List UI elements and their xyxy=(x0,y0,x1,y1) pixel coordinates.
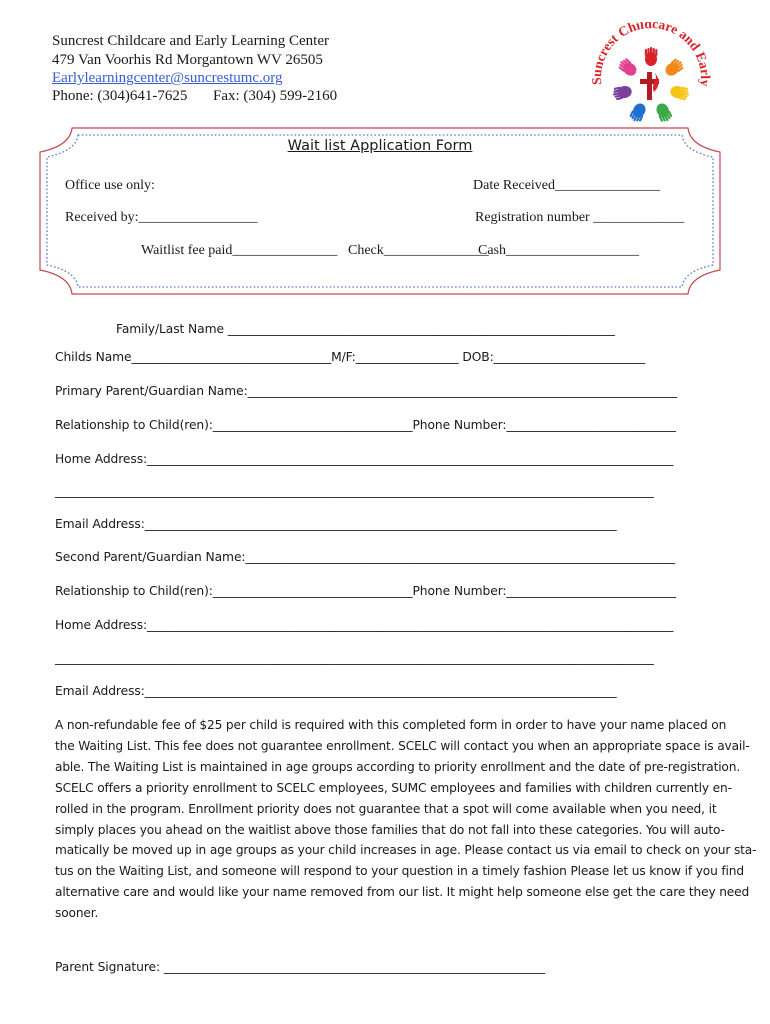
waitlist-fee-field[interactable]: Waitlist fee paid_______________ xyxy=(141,243,338,258)
org-fax: Fax: (304) 599-2160 xyxy=(213,88,338,104)
policy-line: alternative care and would like your name removed from our list. It might help someone else get the care they need xyxy=(55,885,750,900)
policy-line: able. The Waiting List is maintained in age groups according to priority enrollment and the date of pre-registration. xyxy=(55,759,741,774)
email-address-field-1[interactable]: Email Address:______________________________________________________________________________ xyxy=(55,517,617,531)
form-title: Wait list Application Form xyxy=(287,138,473,154)
policy-line: the Waiting List. This fee does not guarantee enrollment. SCELC will contact you when an appropriate space is avail- xyxy=(55,738,750,753)
address-line-2-field-1[interactable]: ___________________________________________________________________________________________________ xyxy=(55,484,654,498)
received-by-field[interactable]: Received by:_________________ xyxy=(65,210,258,225)
handprint-icon xyxy=(645,47,658,66)
policy-line: simply places you ahead on the waitlist above those families that do not fall into these categories. You will auto- xyxy=(55,822,725,837)
check-field[interactable]: Check_______________ xyxy=(348,243,489,258)
relationship-phone-field-2[interactable]: Relationship to Child(ren):_________________________________Phone Number:____________________________ xyxy=(55,584,676,598)
policy-line: tus on the Waiting List, and someone will respond to your question in a timely fashion Please let us know if you find xyxy=(55,864,744,879)
policy-line: SCELC offers a priority enrollment to SCELC employees, SUMC employees and families with children currently en- xyxy=(55,780,732,795)
childs-name-field[interactable]: Childs Name_________________________________M/F:_________________ DOB:_________________________ xyxy=(55,350,645,364)
org-email-link[interactable]: Earlylearningcenter@suncrestumc.org xyxy=(52,70,283,86)
handprint-icon xyxy=(663,57,686,79)
primary-parent-field[interactable]: Primary Parent/Guardian Name:_______________________________________________________________________ xyxy=(55,384,678,398)
handprint-icon xyxy=(617,57,640,79)
family-last-name-field[interactable]: Family/Last Name ________________________________________________________________ xyxy=(116,322,615,336)
waitlist-policy-paragraph xyxy=(55,715,757,924)
handprint-icon xyxy=(654,101,674,124)
home-address-field-1[interactable]: Home Address:_______________________________________________________________________________________ xyxy=(55,452,674,466)
suncrest-logo xyxy=(588,22,714,138)
office-use-box xyxy=(38,126,722,296)
policy-line: matically be moved up in age groups as your child increases in age. Please contact us via email to check on your sta- xyxy=(55,843,757,858)
cash-field[interactable]: Cash___________________ xyxy=(478,243,639,258)
policy-line: A non-refundable fee of $25 per child is required with this completed form in order to have your name placed on xyxy=(55,718,727,732)
handprint-icon xyxy=(669,84,690,101)
relationship-phone-field-1[interactable]: Relationship to Child(ren):_________________________________Phone Number:____________________________ xyxy=(55,418,676,432)
address-line-2-field-2[interactable]: ___________________________________________________________________________________________________ xyxy=(55,651,654,665)
second-parent-field[interactable]: Second Parent/Guardian Name:_______________________________________________________________________ xyxy=(55,550,675,564)
handprint-icon xyxy=(612,84,633,101)
parent-signature-field[interactable]: Parent Signature: _______________________________________________________________ xyxy=(55,960,545,974)
registration-number-field[interactable]: Registration number _____________ xyxy=(475,210,685,225)
office-use-label: Office use only: xyxy=(65,178,155,193)
org-phone: Phone: (304)641-7625 xyxy=(52,88,188,104)
org-name: Suncrest Childcare and Early Learning Center xyxy=(52,33,329,49)
date-received-field[interactable]: Date Received_______________ xyxy=(473,178,661,193)
logo-arc-text: Suncrest Childcare and Early xyxy=(588,22,714,88)
cross-flame-icon xyxy=(640,72,659,100)
home-address-field-2[interactable]: Home Address:_______________________________________________________________________________________ xyxy=(55,618,674,632)
policy-line: sooner. xyxy=(55,906,99,921)
policy-line: rolled in the program. Enrollment priority does not guarantee that a spot will come available when you need, it xyxy=(55,801,717,816)
email-address-field-2[interactable]: Email Address:______________________________________________________________________________ xyxy=(55,684,617,698)
handprint-icon xyxy=(628,101,648,124)
org-address: 479 Van Voorhis Rd Morgantown WV 26505 xyxy=(52,52,323,68)
